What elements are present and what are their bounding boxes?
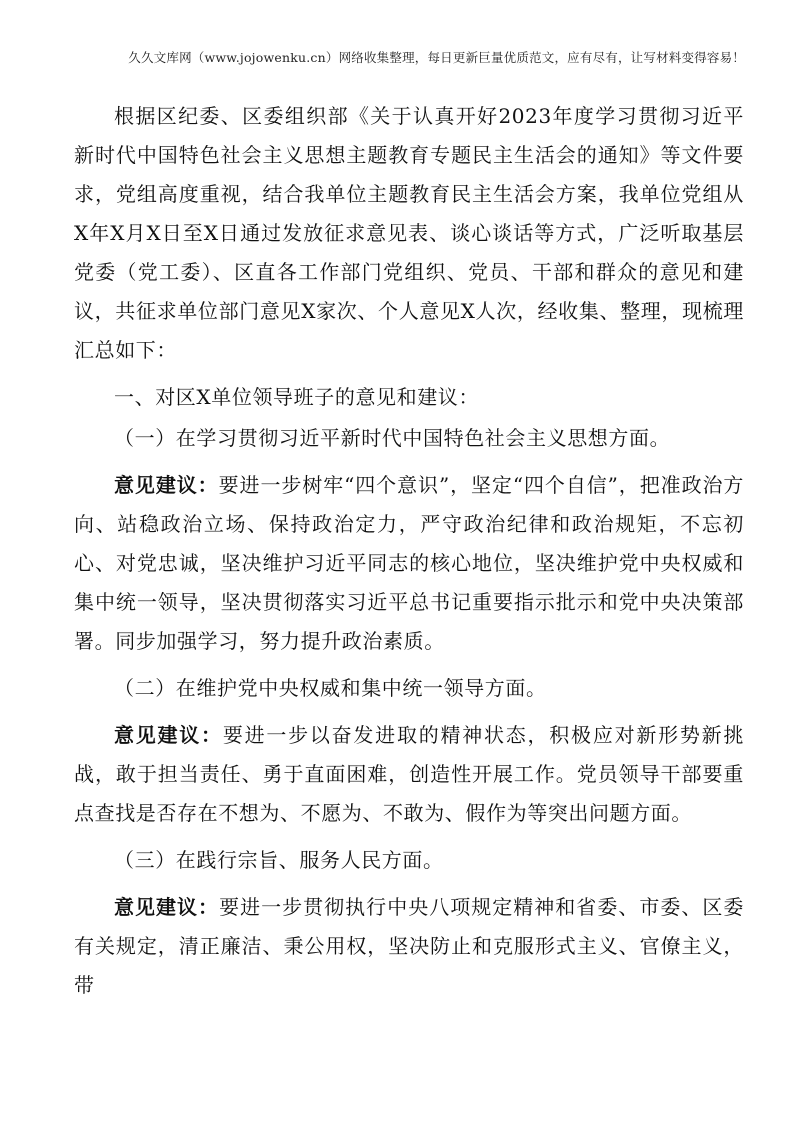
subsection-2-paragraph bbox=[74, 716, 744, 833]
subsection-2-heading: （二）在维护党中央权威和集中统一领导方面。 bbox=[114, 676, 547, 700]
subsection-3-paragraph bbox=[74, 888, 744, 1005]
section-1-heading: 一、对区X单位领导班子的意见和建议： bbox=[114, 385, 480, 409]
subsection-1-heading: （一）在学习贯彻习近平新时代中国特色社会主义思想方面。 bbox=[114, 426, 671, 450]
subsection-1-lead: 意见建议： bbox=[114, 473, 219, 497]
subsection-1-paragraph bbox=[74, 466, 744, 661]
subsection-3-heading: （三）在践行宗旨、服务人民方面。 bbox=[114, 848, 444, 872]
subsection-2-lead: 意见建议： bbox=[114, 723, 223, 747]
subsection-2-text: 要进一步以奋发进取的精神状态，积极应对新形势新挑战，敢于担当责任、勇于直面困难，创造性开展工作。党员领导干部要重点查找是否存在不想为、不愿为、不敢为、假作为等突出问题方面。 bbox=[74, 723, 745, 825]
subsection-1-text: 要进一步树牢“四个意识”，坚定“四个自信”，把准政治方向、站稳政治立场、保持政治定力，严守政治纪律和政治规矩，不忘初心、对党忠诚，坚决维护习近平同志的核心地位，坚决维护党中央权威和集中统一领导，坚决贯彻落实习近平总书记重要指示批示和党中央决策部署。同步加强学习，努力提升政治素质。 bbox=[74, 473, 745, 653]
document-body bbox=[74, 97, 744, 1013]
header-note: 久久文库网（www.jojowenku.cn）网络收集整理，每日更新巨量优质范文，应有尽有，让写材料变得容易！ bbox=[128, 50, 745, 65]
intro-paragraph: 根据区纪委、区委组织部《关于认真开好2023年度学习贯彻习近平新时代中国特色社会主义思想主题教育专题民主生活会的通知》等文件要求，党组高度重视，结合我单位主题教育民主生活会方案，我单位党组从X年X月X日至X日通过发放征求意见表、谈心谈话等方式，广泛听取基层党委（党工委）、区直各工作部门党组织、党员、干部和群众的意见和建议，共征求单位部门意见X家次、个人意见X人次，经收集、整理，现梳理汇总如下： bbox=[74, 104, 744, 362]
subsection-3-lead: 意见建议： bbox=[114, 895, 220, 919]
subsection-3-text: 要进一步贯彻执行中央八项规定精神和省委、市委、区委有关规定，清正廉洁、秉公用权，坚决防止和克服形式主义、官僚主义，带 bbox=[74, 895, 745, 997]
